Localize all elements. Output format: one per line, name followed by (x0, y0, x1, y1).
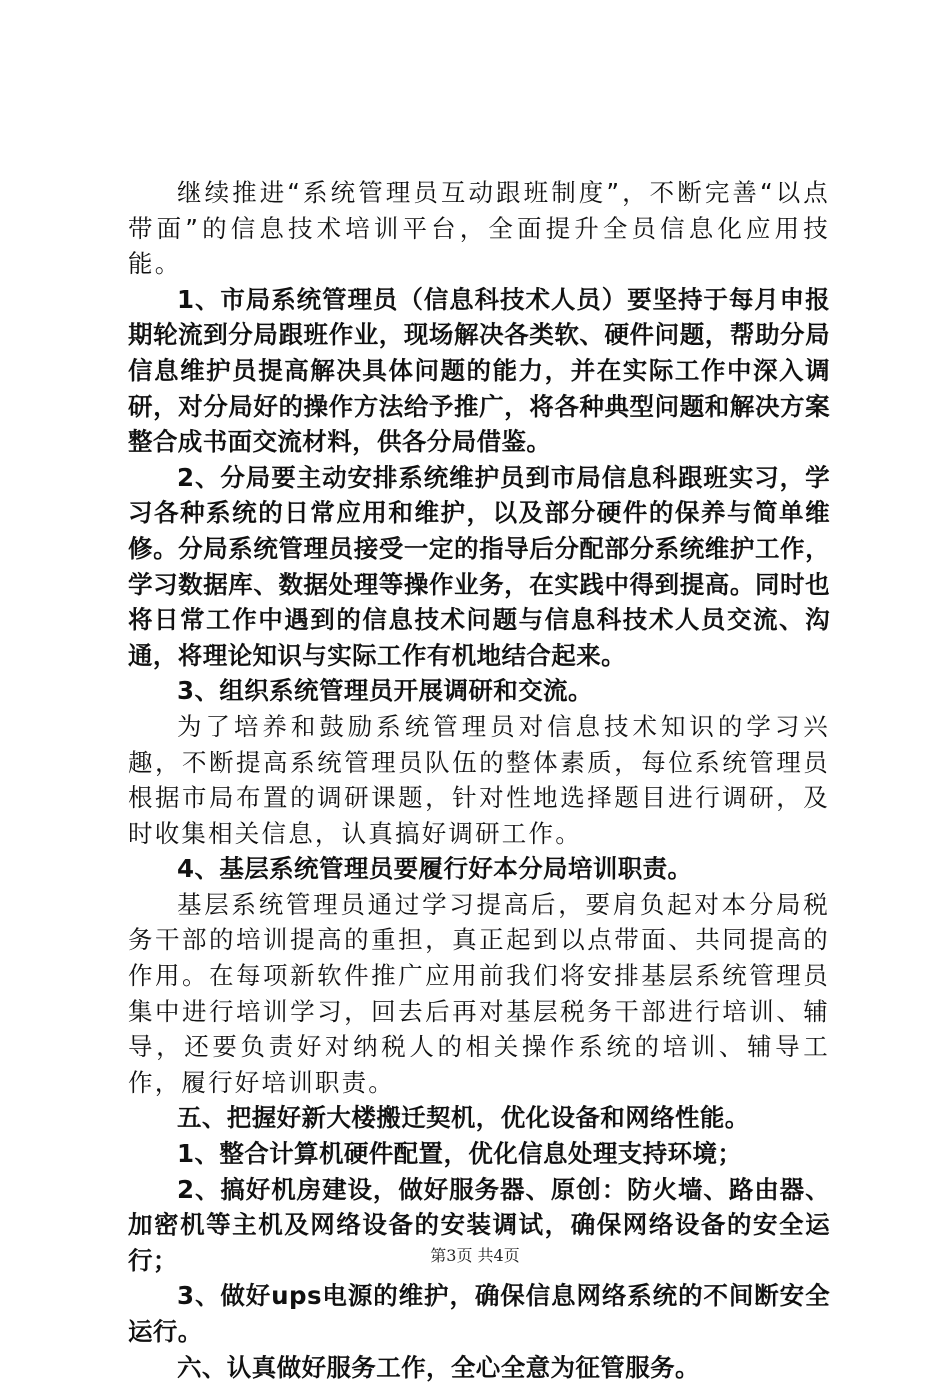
paragraph-item-3-heading: 3、组织系统管理员开展调研和交流。 (177, 676, 593, 706)
paragraph-item-3-body: 为了培养和鼓励系统管理员对信息技术知识的学习兴趣，不断提高系统管理员队伍的整体素质，每位系统管理员根据市局布置的调研课题，针对性地选择题目进行调研，及时收集相关信息，认真搞好调研工作。 (128, 711, 830, 848)
page-number-footer: 第3页 共4页 (430, 1246, 520, 1265)
document-body (128, 175, 830, 1385)
paragraph-section-5-item-1: 1、整合计算机硬件配置，优化信息处理支持环境； (177, 1139, 743, 1169)
paragraph-intro: 继续推进“系统管理员互动跟班制度”，不断完善“以点带面”的信息技术培训平台，全面提升全员信息化应用技能。 (128, 178, 830, 279)
section-heading-6: 六、认真做好服务工作，全心全意为征管服务。 (177, 1352, 700, 1382)
paragraph-item-1: 1、市局系统管理员（信息科技术人员）要坚持于每月申报期轮流到分局跟班作业，现场解决各类软、硬件问题，帮助分局信息维护员提高解决具体问题的能力，并在实际工作中深入调研，对分局好的操作方法给予推广，将各种典型问题和解决方案整合成书面交流材料，供各分局借鉴。 (128, 284, 830, 457)
paragraph-item-2: 2、分局要主动安排系统维护员到市局信息科跟班实习，学习各种系统的日常应用和维护，以及部分硬件的保养与简单维修。分局系统管理员接受一定的指导后分配部分系统维护工作，学习数据库、数据处理等操作业务，在实践中得到提高。同时也将日常工作中遇到的信息技术问题与信息科技术人员交流、沟通，将理论知识与实际工作有机地结合起来。 (128, 462, 830, 670)
section-heading-5: 五、把握好新大楼搬迁契机，优化设备和网络性能。 (177, 1103, 750, 1133)
paragraph-item-4-body: 基层系统管理员通过学习提高后，要肩负起对本分局税务干部的培训提高的重担，真正起到以点带面、共同提高的作用。在每项新软件推广应用前我们将安排基层系统管理员集中进行培训学习，回去后再对基层税务干部进行培训、辅导，还要负责好对纳税人的相关操作系统的培训、辅导工作，履行好培训职责。 (128, 889, 830, 1097)
paragraph-section-5-item-3: 3、做好ups电源的维护，确保信息网络系统的不间断安全运行。 (128, 1281, 830, 1346)
paragraph-section-5-item-2: 2、搞好机房建设，做好服务器、原创：防火墙、路由器、加密机等主机及网络设备的安装调试，确保网络设备的安全运行； (128, 1174, 830, 1275)
paragraph-item-4-heading: 4、基层系统管理员要履行好本分局培训职责。 (177, 854, 693, 884)
